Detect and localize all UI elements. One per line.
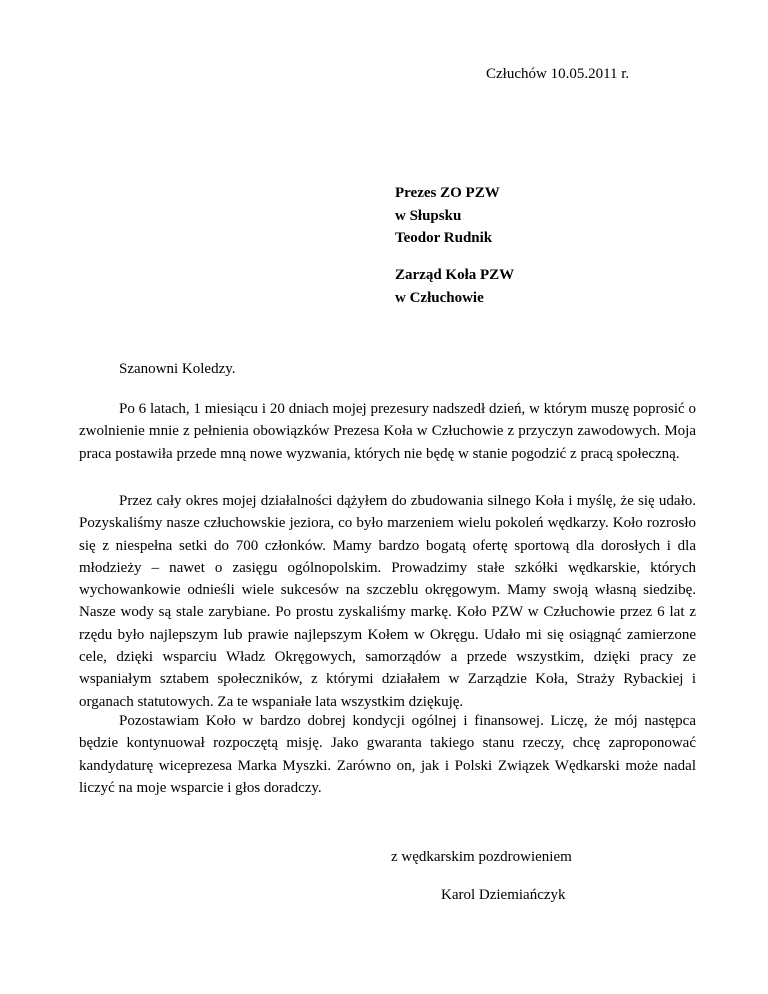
closing-line: z wędkarskim pozdrowieniem <box>391 849 572 865</box>
addressee-board-title: Zarząd Koła PZW <box>395 267 515 283</box>
addressee-location: w Słupsku <box>395 207 462 224</box>
body-paragraph-2: Przez cały okres mojej działalności dążyłem do zbudowania silnego Koła i myślę, że się udało. Pozyskaliśmy nasze człuchowskie jeziora, co było marzeniem wielu pokoleń wędkarzy. Koło rozrosło się z niespełna setki do 700 członków. Mamy bardzo bogatą ofertę sportową dla dorosłych i dla młodzieży – nawet o zasięgu ogólnopolskim. Prowadzimy stałe szkółki wędkarskie, których wychowankowie odnieśli wiele sukcesów na szczeblu okręgowym. Mamy swoją własną siedzibę. Nasze wody są stale zarybiane. Po prostu zyskaliśmy markę. Koło PZW w Człuchowie przez 6 lat z rzędu było najlepszym lub prawie najlepszym Kołem w Okręgu. Udało mi się osiągnąć zamierzone cele, dzięki wsparciu Władz Okręgowych, samorządów a przede wszystkim, dzięki pracy ze wspaniałym sztabem społeczników, z którymi działałem w Zarządzie Koła, Straży Rybackiej i organach statutowych. Za te wspaniałe lata wszystkim dziękuję. <box>79 493 696 710</box>
addressee-name: Teodor Rudnik <box>395 230 493 246</box>
salutation: Szanowni Koledzy. <box>119 361 236 377</box>
addressee-title: Prezes ZO PZW <box>395 185 500 201</box>
addressee-board-location: w Człuchowie <box>395 289 484 306</box>
addressee-block-president <box>395 182 500 250</box>
addressee-block-board <box>395 264 514 309</box>
date-line: Człuchów 10.05.2011 r. <box>486 66 630 82</box>
signature-name: Karol Dziemiańczyk <box>441 887 566 903</box>
body-paragraph-3: Pozostawiam Koło w bardzo dobrej kondycji ogólnej i finansowej. Liczę, że mój następca będzie kontynuował rozpoczętą misję. Jako gwaranta takiego stanu rzeczy, chcę zaproponować kandydaturę wiceprezesa Marka Myszki. Zarówno on, jak i Polski Związek Wędkarski może nadal liczyć na moje wsparcie i głos doradczy. <box>79 713 696 796</box>
body-paragraph-1: Po 6 latach, 1 miesiącu i 20 dniach mojej prezesury nadszedł dzień, w którym muszę poprosić o zwolnienie mnie z pełnienia obowiązków Prezesa Koła w Człuchowie z przyczyn zawodowych. Moja praca postawiła przede mną nowe wyzwania, których nie będę w stanie pogodzić z pracą społeczną. <box>79 401 696 462</box>
